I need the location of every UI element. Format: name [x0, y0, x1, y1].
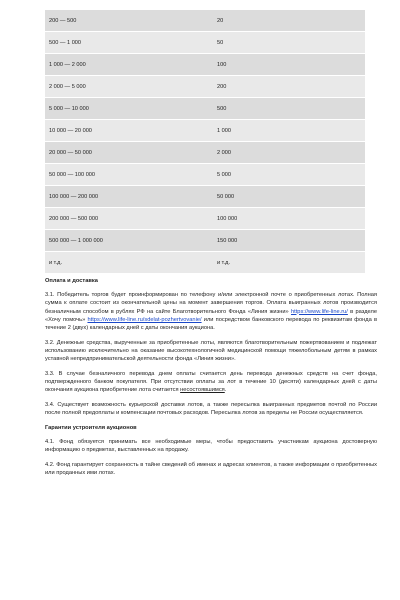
bid-step-cell: и т.д. [217, 259, 230, 266]
paragraph-3-3-text: 3.3. В случае безналичного перевода днем оплаты считается день перевода денежных средств на счет фонда, подтвержденного банком покупателя. При отсутствии оплаты за лот в течение 10 (десяти) календарных дней с даты окончания аукциона приобретение лота считается [45, 370, 377, 394]
bid-step-row [45, 76, 365, 98]
section-title-guarantees: Гарантии устроителя аукционов [45, 424, 137, 431]
price-range-cell: 20 000 — 50 000 [49, 149, 92, 156]
paragraph-3-3-underlined: несостоявшимся [180, 387, 225, 394]
paragraph-3-3 [45, 370, 377, 395]
document-body [45, 277, 377, 484]
price-range-cell: 10 000 — 20 000 [49, 127, 92, 134]
bid-step-cell: 100 [217, 61, 227, 68]
paragraph-3-1-text: 3.1. Победитель торгов будет проинформирован по телефону и/или электронной почте о приобретенных лотах. Полная сумма к оплате состоит из окончательной цены на момент завершения торгов. Оплата выигранных лотов производится безналичным способом в рублях РФ на сайте Благотворительного Фонда «Линия жизни» [45, 292, 377, 315]
paragraph-3-4: 3.4. Существует возможность курьерской доставки лотов, а также пересылка выигранных предметов почтой по России после полной предоплаты и компенсации почтовых расходов. Пересылка лотов за пределы не России осуществляется. [45, 401, 377, 417]
bid-step-cell: 20 [217, 17, 224, 24]
bid-step-row [45, 54, 365, 76]
bid-step-row [45, 98, 365, 120]
bid-step-row [45, 142, 365, 164]
bid-step-row [45, 252, 365, 274]
price-range-cell: 50 000 — 100 000 [49, 171, 96, 178]
bid-step-row [45, 208, 365, 230]
bid-step-cell: 100 000 [217, 215, 238, 222]
price-range-cell: и т.д. [49, 259, 62, 266]
price-range-cell: 1 000 — 2 000 [49, 61, 86, 68]
paragraph-3-3-end: . [224, 387, 227, 394]
bid-step-cell: 50 [217, 39, 224, 46]
bid-step-row [45, 10, 365, 32]
paragraph-3-1-text-c: или посредством банковского перевода по реквизитам фонда в течение 2 (двух) календарных дней с даты окончания аукциона. [45, 316, 377, 332]
section-title-payment: Оплата и доставка [45, 278, 98, 284]
bid-step-cell: 200 [217, 83, 227, 90]
bid-step-table [45, 10, 365, 274]
bid-step-row [45, 120, 365, 142]
bid-step-cell: 50 000 [217, 193, 235, 200]
bid-step-cell: 5 000 [217, 171, 231, 178]
link-life-line[interactable]: https://www.life-line.ru/ [290, 308, 348, 315]
bid-step-row [45, 164, 365, 186]
bid-step-cell: 1 000 [217, 127, 231, 134]
paragraph-4-1: 4.1. Фонд обязуется принимать все необходимые меры, чтобы предоставить участникам аукциона достоверную информацию о предметах, выставленных на продажу. [45, 439, 377, 454]
price-range-cell: 100 000 — 200 000 [49, 193, 99, 200]
paragraph-3-2: 3.2. Денежные средства, вырученные за приобретенные лоты, являются благотворительным пожертвованием и подлежат использованию исключительно на оказание высокотехнологичной медицинской помощи тяжелобольным детям в рамках уставной непредпринимательской деятельности фонда «Линия жизни». [45, 339, 377, 363]
price-range-cell: 2 000 — 5 000 [49, 83, 86, 90]
paragraph-3-1 [45, 291, 377, 332]
price-range-cell: 5 000 — 10 000 [49, 105, 89, 112]
price-range-cell: 200 — 500 [49, 17, 77, 24]
price-range-cell: 500 000 — 1 000 000 [49, 237, 103, 244]
bid-step-row [45, 186, 365, 208]
bid-step-cell: 150 000 [217, 237, 238, 244]
bid-step-row [45, 230, 365, 252]
bid-step-cell: 500 [217, 105, 227, 112]
paragraph-3-1-text-b: в разделе «Хочу помочь» [45, 308, 377, 323]
bid-step-row [45, 32, 365, 54]
price-range-cell: 500 — 1 000 [49, 39, 82, 46]
paragraph-4-2: 4.2. Фонд гарантирует сохранность в тайне сведений об именах и адресах клиентов, а также информации о приобретенных или проданных ими лотах. [45, 461, 377, 477]
price-range-cell: 200 000 — 500 000 [49, 215, 99, 222]
bid-step-cell: 2 000 [217, 149, 231, 156]
link-donate[interactable]: https://www.life-line.ru/sdelat-pozhertvovanie/ [87, 316, 202, 323]
